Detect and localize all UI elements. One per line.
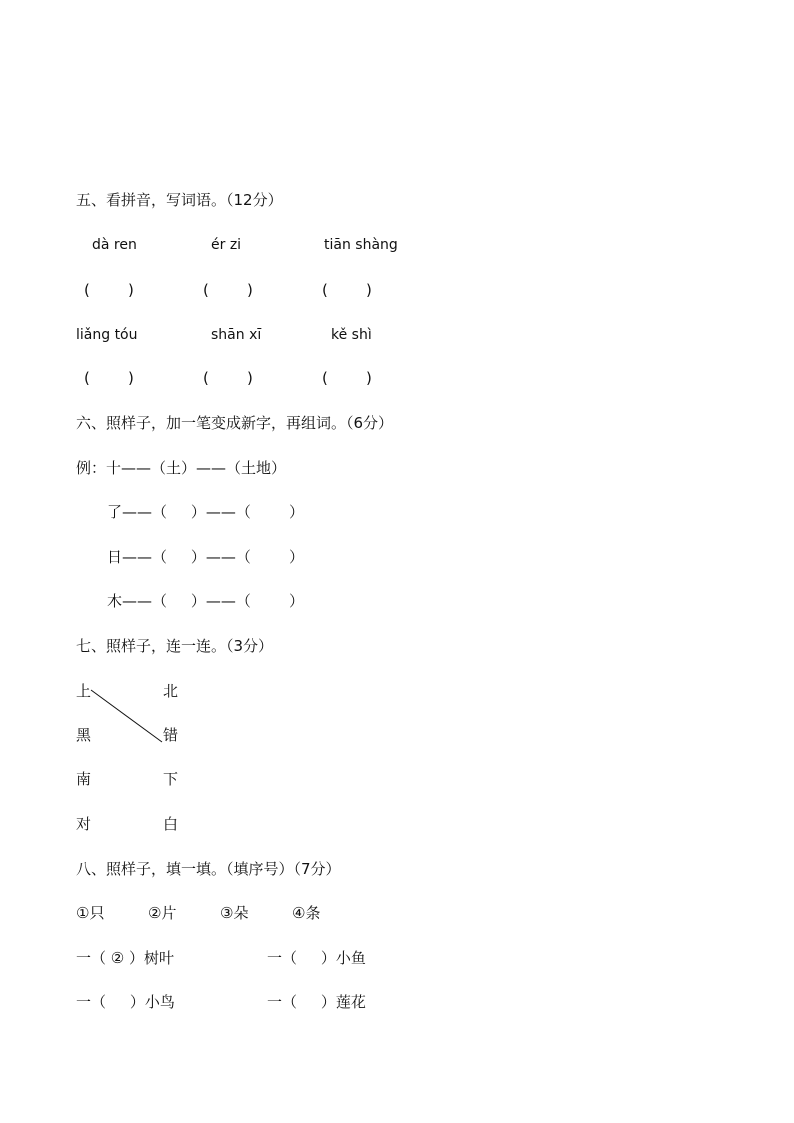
pinyin-da-ren: dà ren: [92, 237, 137, 253]
fill-item[interactable]: 一（ ）莲花: [267, 993, 366, 1011]
answer-blank[interactable]: ( ): [203, 281, 253, 299]
match-right-char[interactable]: 下: [163, 770, 179, 788]
fill-item[interactable]: 一（ ）小鱼: [267, 949, 366, 967]
match-right-char[interactable]: 错: [163, 726, 179, 744]
pinyin-shan-xi: shān xī: [211, 327, 262, 343]
pinyin-liang-tou: liǎng tóu: [76, 327, 138, 343]
add-stroke-item[interactable]: 木——（ ）——（ ）: [107, 592, 304, 610]
section8-title: 八、照样子，填一填。（填序号）（7分）: [76, 860, 341, 878]
pinyin-er-zi: ér zi: [211, 237, 242, 253]
answer-blank[interactable]: ( ): [84, 369, 134, 387]
answer-blank[interactable]: ( ): [84, 281, 134, 299]
match-left-char[interactable]: 对: [76, 815, 92, 833]
section7-title: 七、照样子，连一连。（3分）: [76, 637, 274, 655]
section6-title: 六、照样子，加一笔变成新字，再组词。（6分）: [76, 414, 394, 432]
answer-blank[interactable]: ( ): [322, 369, 372, 387]
section6-example: 例：十——（土）——（土地）: [76, 459, 287, 477]
answer-blank[interactable]: ( ): [322, 281, 372, 299]
pinyin-ke-shi: kě shì: [331, 327, 372, 343]
add-stroke-item[interactable]: 日——（ ）——（ ）: [107, 548, 304, 566]
measure-word-option: ②片: [148, 904, 177, 922]
match-left-char[interactable]: 南: [76, 770, 92, 788]
match-left-char[interactable]: 黑: [76, 726, 92, 744]
match-right-char[interactable]: 北: [163, 682, 179, 700]
measure-word-option: ①只: [76, 904, 105, 922]
measure-word-option: ④条: [292, 904, 321, 922]
pinyin-tian-shang: tiān shàng: [324, 237, 398, 253]
add-stroke-item[interactable]: 了——（ ）——（ ）: [107, 503, 304, 521]
fill-item[interactable]: 一（ ）小鸟: [76, 993, 175, 1011]
connector-line: [91, 690, 162, 742]
measure-word-option: ③朵: [220, 904, 249, 922]
fill-item[interactable]: 一（ ② ）树叶: [76, 949, 174, 967]
match-left-char[interactable]: 上: [76, 682, 92, 700]
match-right-char[interactable]: 白: [163, 815, 179, 833]
section5-title: 五、看拼音，写词语。（12分）: [76, 191, 283, 209]
answer-blank[interactable]: ( ): [203, 369, 253, 387]
